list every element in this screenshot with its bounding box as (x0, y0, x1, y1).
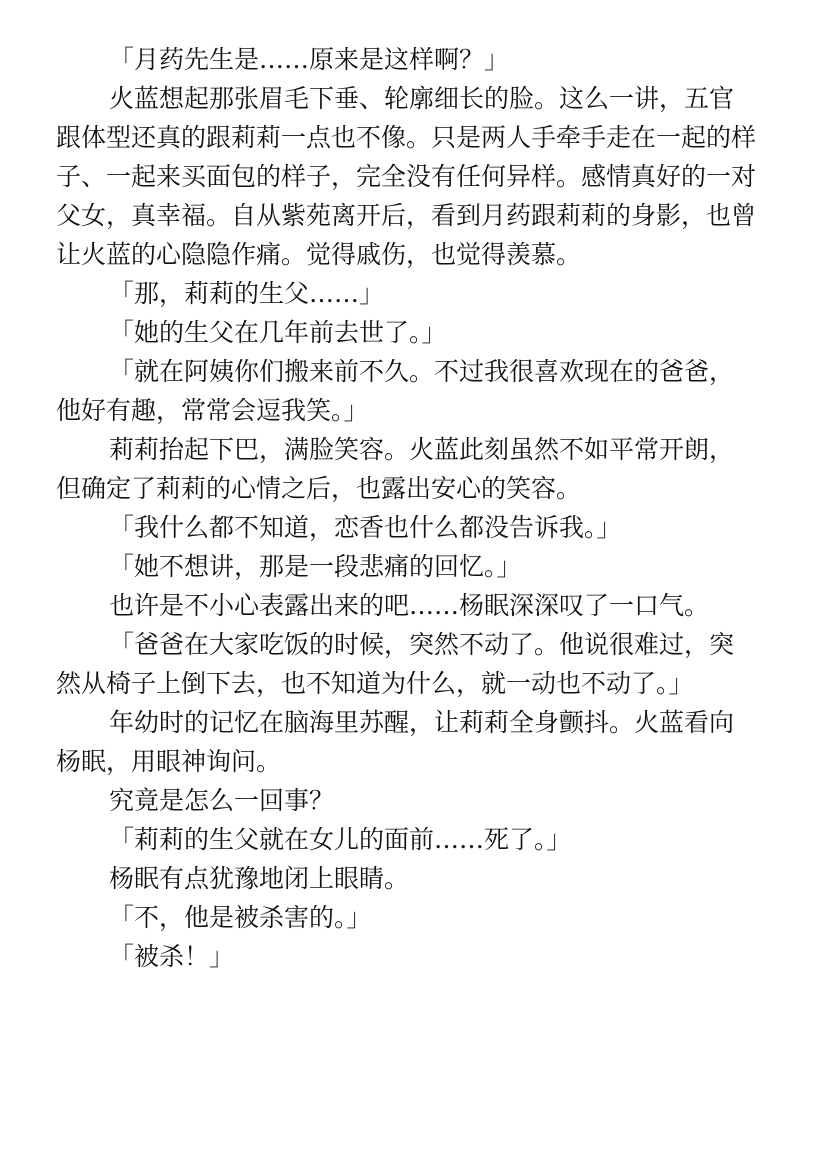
paragraph-14: 杨眠有点犹豫地闭上眼睛。 (109, 864, 410, 893)
paragraph-9: 也许是不小心表露出来的吧……杨眠深深叹了一口气。 (109, 591, 710, 620)
paragraph-7: 「我什么都不知道，恋香也什么都没告诉我。」 (109, 513, 622, 542)
paragraph-15: 「不，他是被杀害的。」 (109, 903, 372, 932)
paragraph-5: 「就在阿姨你们搬来前不久。不过我很喜欢现在的爸爸，他好有趣，常常会逗我笑。」 (56, 357, 735, 425)
paragraph-11: 年幼时的记忆在脑海里苏醒，让莉莉全身颤抖。火蓝看向杨眠，用眼神询问。 (56, 708, 735, 776)
paragraph-4: 「她的生父在几年前去世了。」 (109, 318, 447, 347)
paragraph-6: 莉莉抬起下巴，满脸笑容。火蓝此刻虽然不如平常开朗，但确定了莉莉的心情之后，也露出安心的笑容。 (56, 435, 735, 503)
paragraph-2: 火蓝想起那张眉毛下垂、轮廓细长的脸。这么一讲，五官跟体型还真的跟莉莉一点也不像。只是两人手牵手走在一起的样子、一起来买面包的样子，完全没有任何异样。感情真好的一对父女，真幸福。自从紫苑离开后，看到月药跟莉莉的身影，也曾让火蓝的心隐隐作痛。觉得戚伤，也觉得羡慕。 (56, 84, 757, 269)
document-page (56, 40, 756, 976)
paragraph-8: 「她不想讲，那是一段悲痛的回忆。」 (109, 552, 522, 581)
paragraph-3: 「那，莉莉的生父……」 (109, 279, 385, 308)
paragraph-13: 「莉莉的生父就在女儿的面前……死了。」 (109, 825, 572, 854)
paragraph-1: 「月药先生是……原来是这样啊？」 (109, 45, 510, 74)
paragraph-12: 究竟是怎么一回事？ (109, 786, 335, 815)
paragraph-16: 「被杀！」 (109, 942, 235, 971)
paragraph-10: 「爸爸在大家吃饭的时候，突然不动了。他说很难过，突然从椅子上倒下去，也不知道为什么，就一动也不动了。」 (56, 630, 735, 698)
